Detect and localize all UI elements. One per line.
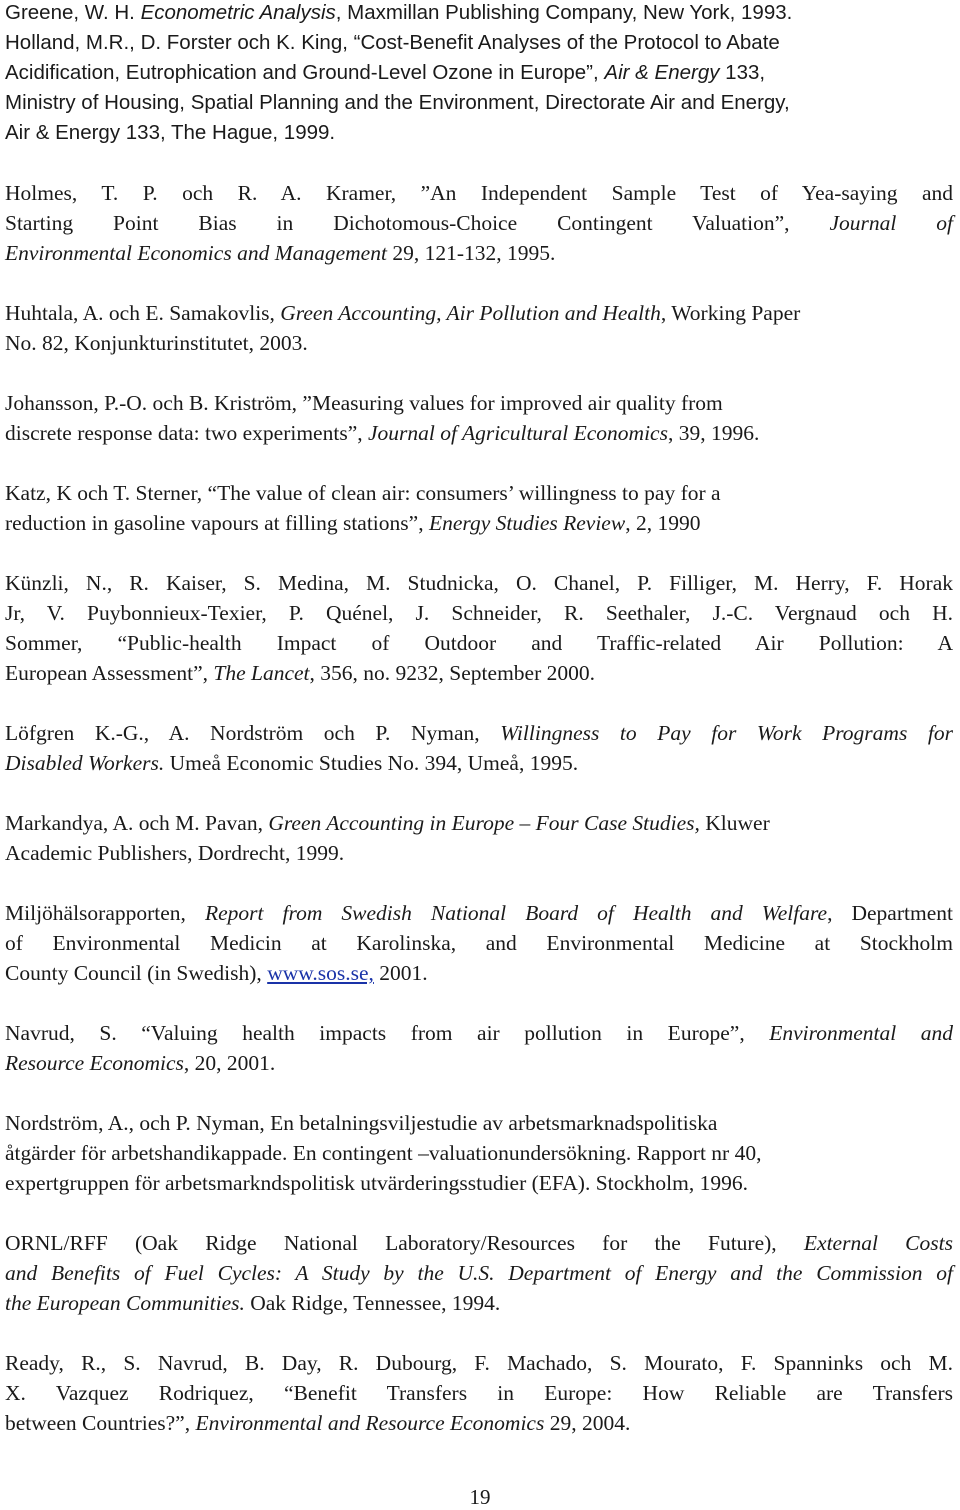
text-span: 2001. [373,961,428,985]
reference-nordstrom-line [5,1168,953,1198]
text-span: , 39, 1996. [667,421,760,445]
reference-nordstrom-line [5,1108,953,1138]
text-span: 29, 121-132, 1995. [386,241,556,265]
text-span: , 356, no. 9232, September 2000. [309,661,595,685]
reference-huhtala-line [5,298,953,328]
text-span: , Department [827,901,953,925]
reference-katz-line [5,508,953,538]
reference-markandya-line [5,808,953,838]
text-span: Oak Ridge, Tennessee, 1994. [244,1291,501,1315]
reference-ready-line [5,1408,953,1438]
italic-text: Journal of [829,211,954,235]
text-span: Acidification, Eutrophication and Ground-Level Ozone in Europe”, [5,61,605,84]
reference-kunzli-line [5,658,953,688]
text-span: Holland, M.R., D. Forster och K. King, “Cost-Benefit Analyses of the Protocol to Abate [5,31,780,54]
text-span: Kluwer [699,811,770,835]
reference-holmes-line [5,178,953,208]
text-span: Löfgren K.-G., A. Nordström och P. Nyman, [5,721,501,745]
reference-ornl-line [5,1288,953,1318]
italic-text: Disabled Workers. [5,751,165,775]
page-number: 19 [469,1485,491,1509]
text-span: , 20, 2001. [183,1051,276,1075]
reference-lofgren-line [5,748,953,778]
text-span: Umeå Economic Studies No. 394, Umeå, 1995. [164,751,579,775]
text-span: , Working Paper [660,301,801,325]
text-span: åtgärder för arbetshandikappade. En contingent –valuationundersökning. Rapport nr 40, [5,1141,762,1165]
web-link[interactable]: www.sos.se, [267,961,374,985]
italic-text: Econometric Analysis [140,1,336,24]
text-span: expertgruppen för arbetsmarkndspolitisk utvärderingsstudier (EFA). Stockholm, 1996. [5,1171,748,1195]
italic-text: Green Accounting, Air Pollution and Health [280,301,661,325]
reference-johansson-line [5,388,953,418]
reference-kunzli-line [5,568,953,598]
reference-kunzli-line [5,598,953,628]
text-span: Markandya, A. och M. Pavan, [5,811,269,835]
text-span: , 2, 1990 [625,511,701,535]
italic-text: and Benefits of Fuel Cycles: A Study by the U.S. Department of Energy and the Commission of [5,1261,953,1285]
text-span: X. Vazquez Rodriquez, “Benefit Transfers in Europe: How Reliable are Transfers [5,1381,953,1405]
reference-greene-line [5,88,953,118]
text-span: Starting Point Bias in Dichotomous-Choice Contingent Valuation”, [5,211,830,235]
reference-kunzli-line [5,628,953,658]
reference-greene-line [5,118,953,148]
text-span: No. 82, Konjunkturinstitutet, 2003. [5,331,308,355]
text-span: Navrud, S. “Valuing health impacts from air pollution in Europe”, [5,1021,770,1045]
reference-nordstrom-line [5,1138,953,1168]
text-span: European Assessment”, [5,661,214,685]
reference-katz-line [5,478,953,508]
italic-text: Environmental and Resource Economics [195,1411,545,1435]
text-span: Miljöhälsorapporten, [5,901,205,925]
italic-text: The Lancet [213,661,310,685]
italic-text: Air & Energy [604,61,720,84]
reference-holmes-line [5,238,953,268]
text-span: 133, [719,61,766,84]
reference-markandya-line [5,838,953,868]
text-span: 29, 2004. [544,1411,631,1435]
reference-navrud-line [5,1018,953,1048]
reference-navrud-line [5,1048,953,1078]
text-span: ORNL/RFF (Oak Ridge National Laboratory/Resources for the Future), [5,1231,804,1255]
text-span: Ministry of Housing, Spatial Planning and the Environment, Directorate Air and Energy, [5,91,790,114]
reference-greene-line [5,28,953,58]
reference-greene-line [5,58,953,88]
reference-ready-line [5,1348,953,1378]
reference-miljohalso-line [5,958,953,988]
reference-miljohalso-line [5,898,953,928]
italic-text: Environmental Economics and Management [5,241,387,265]
reference-ornl-line [5,1228,953,1258]
text-span: Künzli, N., R. Kaiser, S. Medina, M. Studnicka, O. Chanel, P. Filliger, M. Herry, F. Horak [5,571,953,595]
italic-text: Energy Studies Review [428,511,626,535]
text-span: Katz, K och T. Sterner, “The value of clean air: consumers’ willingness to pay for a [5,481,721,505]
text-span: Holmes, T. P. och R. A. Kramer, ”An Independent Sample Test of Yea-saying and [5,181,953,205]
text-span: , Maxmillan Publishing Company, New York, 1993. [335,1,793,24]
reference-ornl-line [5,1258,953,1288]
text-span: Nordström, A., och P. Nyman, En betalningsviljestudie av arbetsmarknadspolitiska [5,1111,718,1135]
italic-text: the European Communities. [5,1291,245,1315]
italic-text: Green Accounting in Europe – Four Case Studies, [268,811,700,835]
italic-text: Willingness to Pay for Work Programs for [500,721,953,745]
reference-greene-line [5,0,953,28]
reference-ready-line [5,1378,953,1408]
text-span: reduction in gasoline vapours at filling stations”, [5,511,429,535]
text-span: Academic Publishers, Dordrecht, 1999. [5,841,345,865]
reference-holmes-line [5,208,953,238]
italic-text: Report from Swedish National Board of Health and Welfare [204,901,828,925]
text-span: Air & Energy 133, The Hague, 1999. [5,121,336,144]
italic-text: Journal of Agricultural Economics [367,421,668,445]
reference-lofgren-line [5,718,953,748]
text-span: Huhtala, A. och E. Samakovlis, [5,301,281,325]
text-span: Jr, V. Puybonnieux-Texier, P. Quénel, J. Schneider, R. Seethaler, J.-C. Vergnaud och H. [5,601,953,625]
reference-miljohalso-line [5,928,953,958]
text-span: Greene, W. H. [5,1,141,24]
text-span: Sommer, “Public-health Impact of Outdoor and Traffic-related Air Pollution: A [5,631,953,655]
italic-text: Environmental and [769,1021,954,1045]
text-span: of Environmental Medicin at Karolinska, and Environmental Medicine at Stockholm [5,931,953,955]
text-span: Johansson, P.-O. och B. Kriström, ”Measuring values for improved air quality from [5,391,723,415]
italic-text: Resource Economics [5,1051,184,1075]
italic-text: External Costs [803,1231,953,1255]
reference-johansson-line [5,418,953,448]
reference-huhtala-line [5,328,953,358]
text-span: Ready, R., S. Navrud, B. Day, R. Dubourg, F. Machado, S. Mourato, F. Spanninks och M. [5,1351,953,1375]
text-span: County Council (in Swedish), [5,961,268,985]
text-span: discrete response data: two experiments”, [5,421,368,445]
text-span: between Countries?”, [5,1411,196,1435]
